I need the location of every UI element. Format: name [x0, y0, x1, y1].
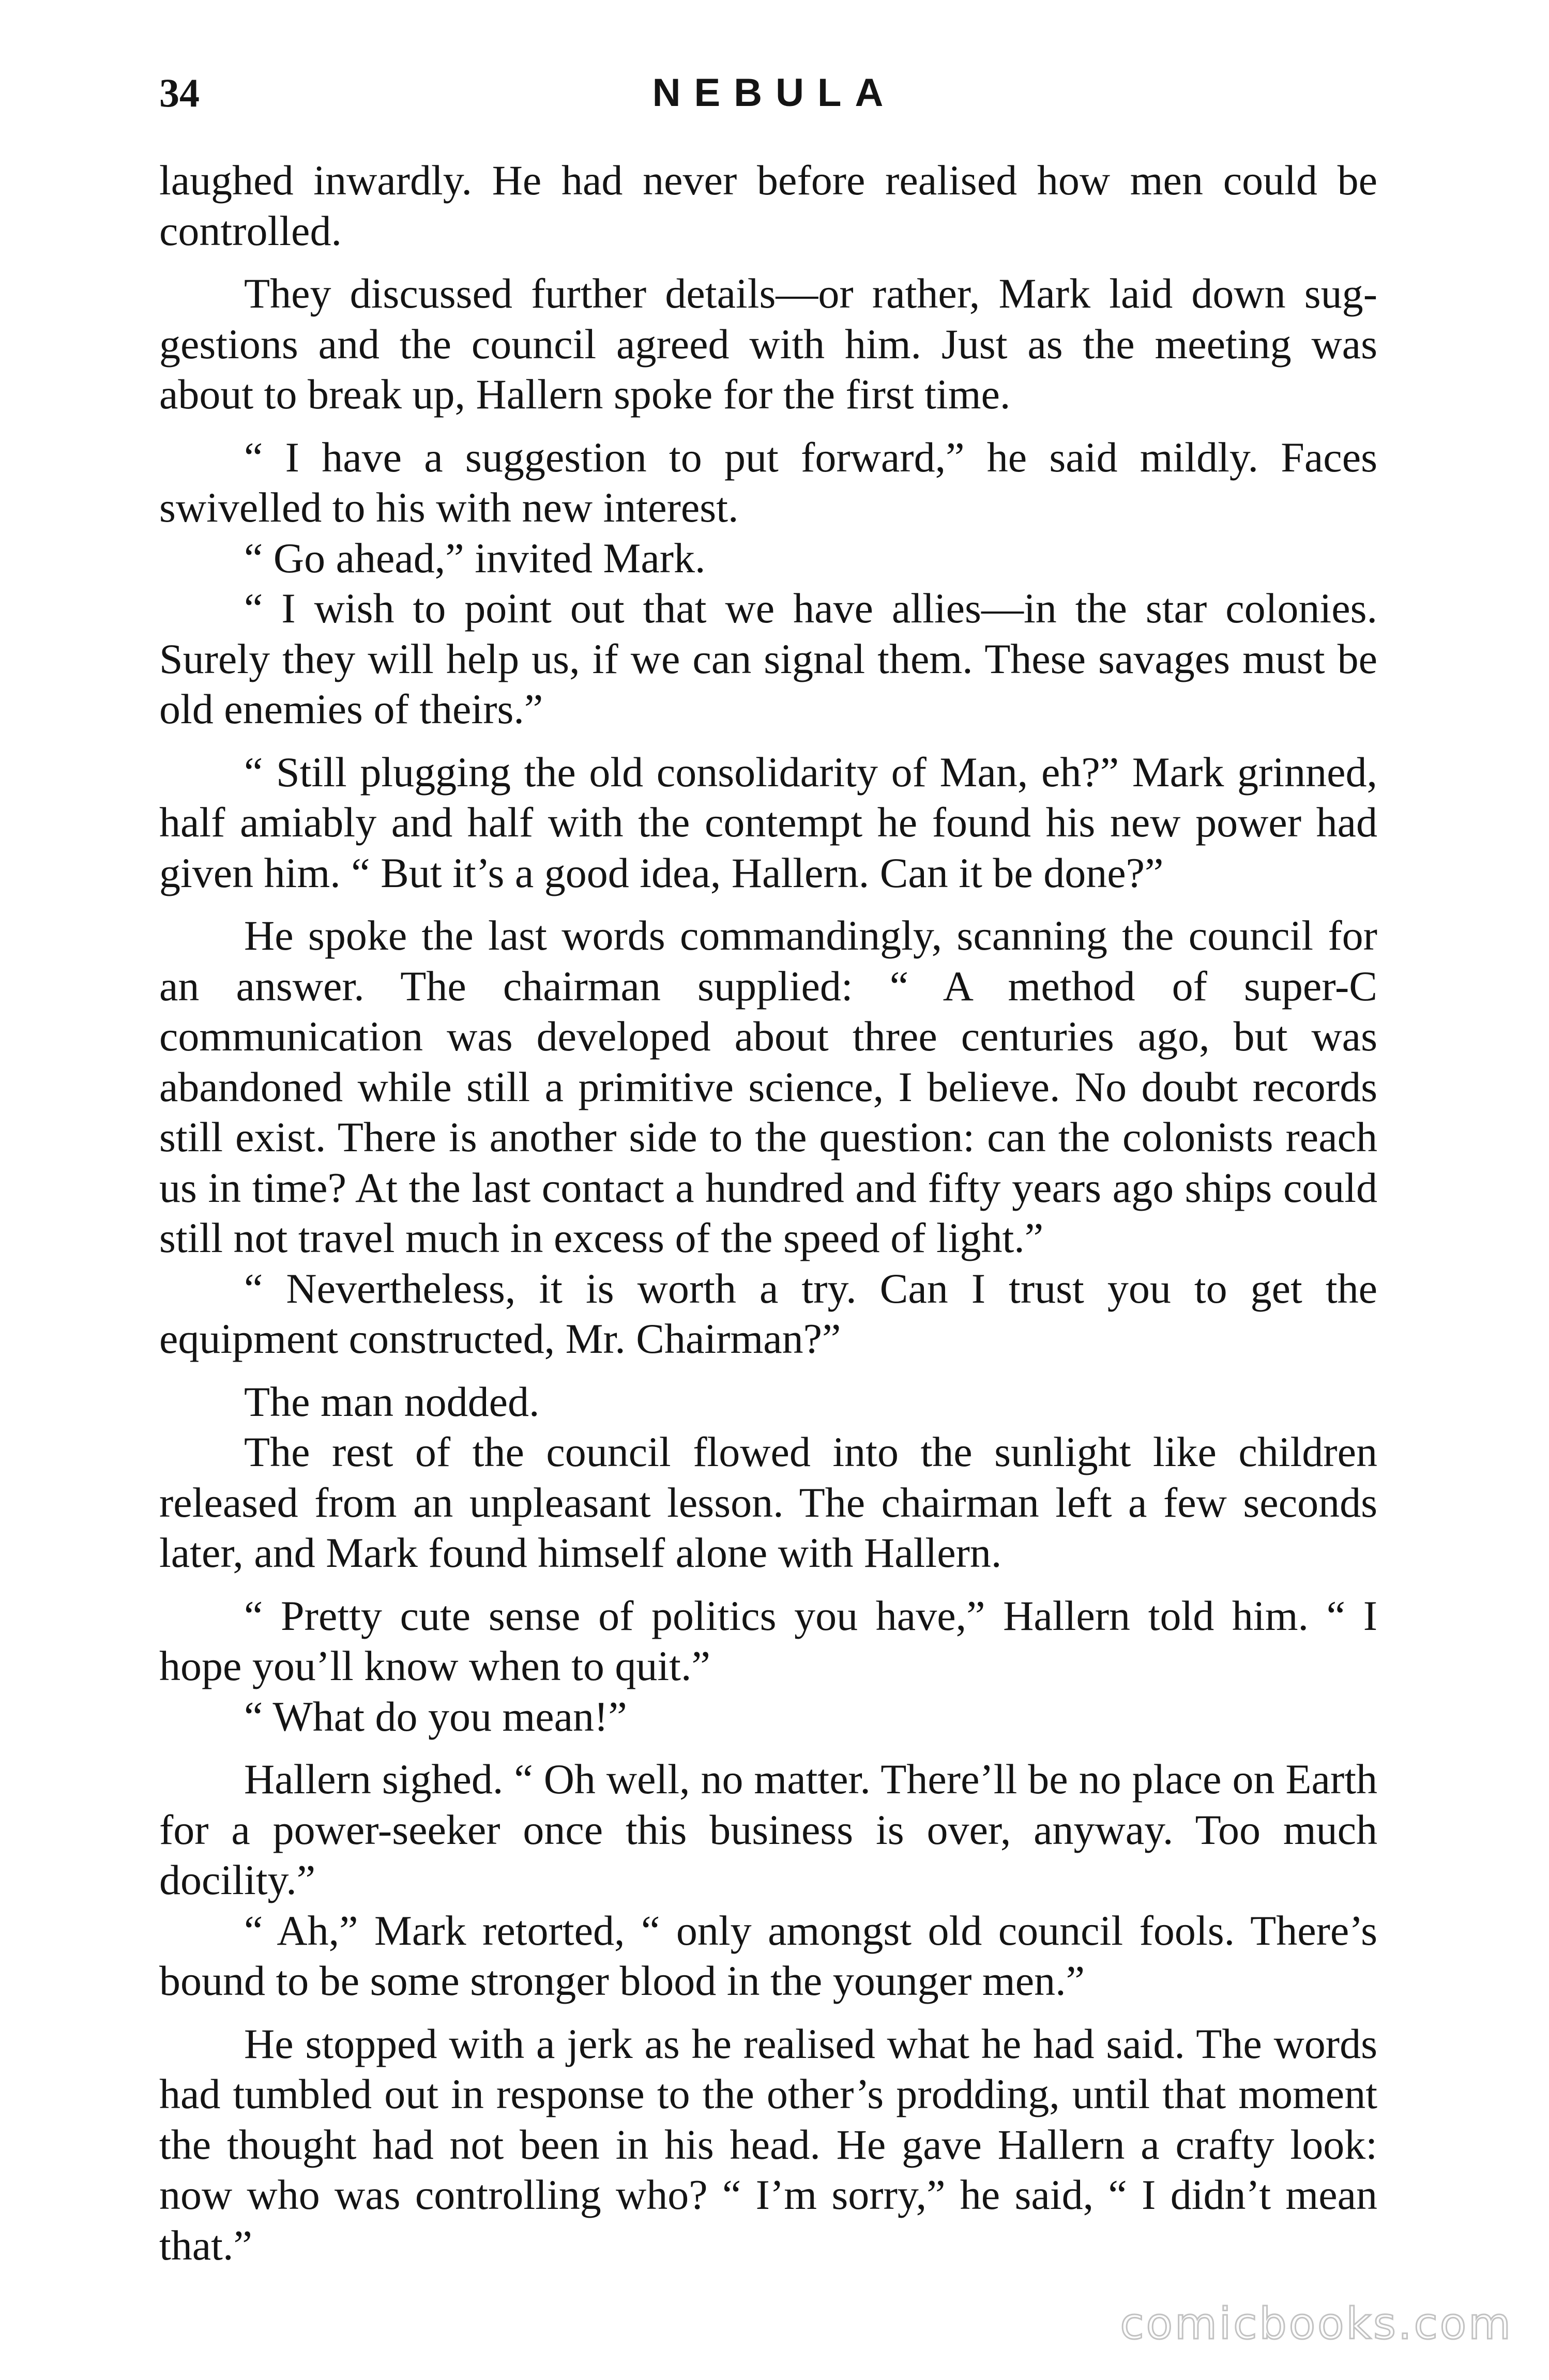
paragraph: He stopped with a jerk as he realised what he had said. The words had tumbled out in response to the other’s prodding, until that moment the thought had not been in his head. He gave Hallern a crafty look: now who was controlling who? “ I’m sorry,” he said, “ I didn’t mean that.”: [159, 2020, 1377, 2269]
paragraph: The man nodded.: [244, 1378, 540, 1425]
paragraph: Hallern sighed. “ Oh well, no matter. There’ll be no place on Earth for a power-seeker once this business is over, anyway. Too much docility.”: [159, 1756, 1377, 1903]
paragraph: He spoke the last words commandingly, scanning the council for an answer. The chairman supplied: “ A method of super-C communication was developed about three centuries ago, but was abandoned while still a primitive science, I believe. No doubt records still exist. There is another side to the question: can the colonists reach us in time? At the last contact a hundred and fifty years ago ships could still not travel much in excess of the speed of light.”: [159, 912, 1377, 1261]
paragraph: “ What do you mean!”: [244, 1692, 627, 1740]
paragraph: “ Still plugging the old consolidarity of Man, eh?” Mark grinned, half amiably and half with the contempt he found his new power had given him. “ But it’s a good idea, Hallern. Can it be done?”: [159, 748, 1377, 896]
paragraph: “ Pretty cute sense of politics you have,” Hallern told him. “ I hope you’ll know when to quit.”: [159, 1592, 1377, 1689]
body-text: [159, 155, 1377, 2270]
paragraph: “ I wish to point out that we have allies—in the star colonies. Surely they will help us, if we can signal them. These savages must be old enemies of theirs.”: [159, 585, 1377, 733]
paragraph: The rest of the council flowed into the sunlight like children released from an unpleasant lesson. The chairman left a few seconds later, and Mark found himself alone with Hallern.: [159, 1428, 1377, 1576]
watermark: comicbooks.com: [1120, 2298, 1513, 2349]
running-title: NEBULA: [652, 71, 897, 115]
paragraph: laughed inwardly. He had never before realised how men could be controlled.: [159, 157, 1377, 254]
paragraph: “ Nevertheless, it is worth a try. Can I trust you to get the equipment constructed, Mr. Chairman?”: [159, 1264, 1377, 1362]
paragraph: “ I have a suggestion to put forward,” he said mildly. Faces swivelled to his with new interest.: [159, 433, 1377, 531]
paragraph: “ Go ahead,” invited Mark.: [244, 534, 706, 582]
paragraph: “ Ah,” Mark retorted, “ only amongst old council fools. There’s bound to be some stronger blood in the younger men.”: [159, 1906, 1377, 2004]
page-number: 34: [159, 70, 200, 115]
paragraph: They discussed further details—or rather, Mark laid down suggestions and the council agreed with him. Just as the meeting was about to break up, Hallern spoke for the first time.: [159, 270, 1377, 418]
page-header: [159, 62, 1390, 124]
